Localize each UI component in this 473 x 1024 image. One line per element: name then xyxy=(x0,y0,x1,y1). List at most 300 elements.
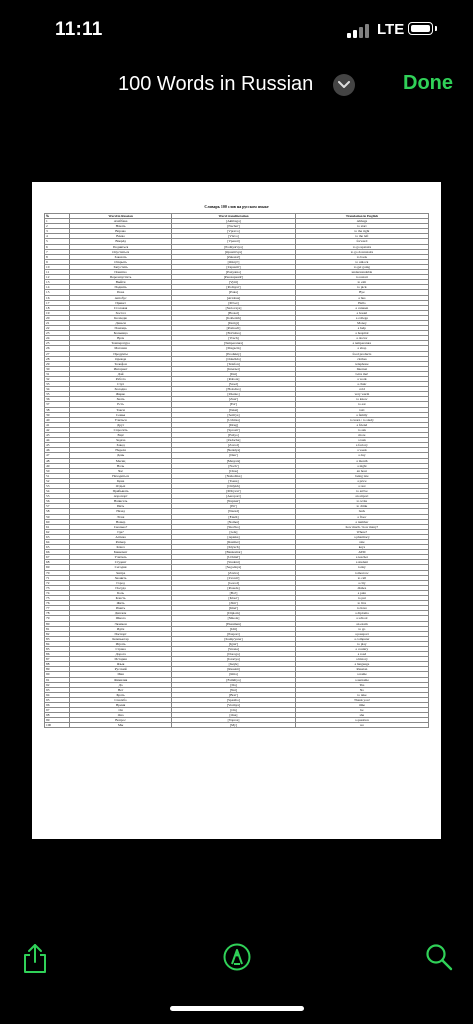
russian-word: Задача xyxy=(70,438,172,443)
transliteration: [Pribyvat'] xyxy=(172,489,296,494)
russian-word: Имя xyxy=(70,672,172,677)
english-translation: an hour xyxy=(295,468,428,473)
russian-word: Месяц xyxy=(70,458,172,463)
transliteration: [Otdykh] xyxy=(172,483,296,488)
transliteration: [Den'gi] xyxy=(172,320,296,325)
english-translation: to unlock xyxy=(295,259,428,264)
english-translation: to write xyxy=(295,499,428,504)
english-translation: a country xyxy=(295,646,428,651)
transliteration: [Vremya] xyxy=(172,703,296,708)
row-number: 23 xyxy=(45,331,70,336)
english-translation: a task xyxy=(295,438,428,443)
transliteration: [Zakazat'] xyxy=(172,254,296,259)
row-number: 26 xyxy=(45,346,70,351)
english-translation: he xyxy=(295,708,428,713)
row-number: 36 xyxy=(45,397,70,402)
english-translation: clothes xyxy=(295,356,428,361)
russian-word: Мы xyxy=(70,723,172,728)
row-number: 39 xyxy=(45,412,70,417)
english-translation: forward xyxy=(295,239,428,244)
russian-word: Семья xyxy=(70,412,172,417)
cellular-signal-icon xyxy=(347,24,371,38)
transliteration: [Student] xyxy=(172,560,296,565)
transliteration: [Nachat'] xyxy=(172,224,296,229)
russian-word: Класть xyxy=(70,596,172,601)
english-translation: to arrive xyxy=(295,489,428,494)
row-number: 7 xyxy=(45,249,70,254)
english-translation: keys xyxy=(295,545,428,550)
russian-word: Аэропорт xyxy=(70,494,172,499)
russian-word: Подняться xyxy=(70,244,172,249)
row-number: 63 xyxy=(45,534,70,539)
english-translation: Internet xyxy=(295,366,428,371)
transliteration: [Net] xyxy=(172,687,296,692)
row-number: 90 xyxy=(45,672,70,677)
row-number: 51 xyxy=(45,473,70,478)
transliteration: [Istoriya] xyxy=(172,657,296,662)
transliteration: [Familiya] xyxy=(172,677,296,682)
transliteration: [Temperatura] xyxy=(172,341,296,346)
row-number: 75 xyxy=(45,596,70,601)
row-number: 74 xyxy=(45,590,70,595)
russian-word: Опуститься xyxy=(70,249,172,254)
table-row xyxy=(45,723,429,728)
title-bar xyxy=(0,60,473,110)
transliteration: [Russkii] xyxy=(172,667,296,672)
russian-word: Вправо xyxy=(70,229,172,234)
russian-word: Паспорт xyxy=(70,631,172,636)
transliteration: [Privet] xyxy=(172,300,296,305)
english-translation: to learn / to study xyxy=(295,417,428,422)
row-number: 82 xyxy=(45,631,70,636)
english-translation: a question xyxy=(295,718,428,723)
status-time: 11:11 xyxy=(55,19,103,40)
russian-word: Русский xyxy=(70,667,172,672)
row-number: 38 xyxy=(45,407,70,412)
row-number: 37 xyxy=(45,402,70,407)
row-number: 8 xyxy=(45,254,70,259)
row-number: 53 xyxy=(45,483,70,488)
russian-word: Запустить xyxy=(70,264,172,269)
row-number: 30 xyxy=(45,366,70,371)
transliteration: [Doroga] xyxy=(172,652,296,657)
english-translation: Where? xyxy=(295,529,428,534)
english-translation: to go upstairs xyxy=(295,244,428,249)
transliteration: [Chas] xyxy=(172,468,296,473)
transliteration: [Stolovaya] xyxy=(172,305,296,310)
row-number: 16 xyxy=(45,295,70,300)
row-number: 17 xyxy=(45,300,70,305)
transliteration: [Vopros] xyxy=(172,718,296,723)
transliteration: [Pomosh'] xyxy=(172,326,296,331)
row-number: 93 xyxy=(45,687,70,692)
english-translation: a shop xyxy=(295,346,428,351)
english-translation: to take xyxy=(295,692,428,697)
transliteration: [Zharko] xyxy=(172,392,296,397)
english-translation: being late xyxy=(295,473,428,478)
russian-word: Страна xyxy=(70,646,172,651)
english-translation: Hello xyxy=(295,300,428,305)
transliteration: [Komp'yuter] xyxy=(172,636,296,641)
russian-word: Экзамен xyxy=(70,621,172,626)
english-translation: to the left xyxy=(295,234,428,239)
transliteration: [Zvonit'] xyxy=(172,575,296,580)
russian-word: Работа xyxy=(70,377,172,382)
english-translation: to start xyxy=(295,224,428,229)
transliteration: [Zavtra] xyxy=(172,570,296,575)
russian-word: Аптека xyxy=(70,534,172,539)
transliteration: [Gde] xyxy=(172,529,296,534)
transliteration: [Avtobus] xyxy=(172,295,296,300)
column-header: Word in Russian xyxy=(70,214,172,219)
russian-word: Неделя xyxy=(70,448,172,453)
russian-word: Понятно xyxy=(70,270,172,275)
transliteration: [Tsena] xyxy=(172,478,296,483)
transliteration: [Sprosit'] xyxy=(172,427,296,432)
transliteration: [Skol'ko] xyxy=(172,524,296,529)
english-translation: to go xyxy=(295,626,428,631)
transliteration: [Eshyo] xyxy=(172,433,296,438)
row-number: 94 xyxy=(45,692,70,697)
transliteration: [Poka] xyxy=(172,290,296,295)
bottom-toolbar xyxy=(0,935,473,985)
russian-word: Язык xyxy=(70,662,172,667)
row-number: 98 xyxy=(45,713,70,718)
russian-word: Есть xyxy=(70,402,172,407)
row-number: 65 xyxy=(45,545,70,550)
row-number: 78 xyxy=(45,611,70,616)
english-translation: taxi xyxy=(295,407,428,412)
row-number: 97 xyxy=(45,708,70,713)
english-translation: Give me! xyxy=(295,371,428,376)
english-translation: a help xyxy=(295,326,428,331)
russian-word: Магазин xyxy=(70,346,172,351)
english-translation: a city xyxy=(295,580,428,585)
transliteration: [Stool] xyxy=(172,382,296,387)
english-translation: to pick xyxy=(295,285,428,290)
transliteration: [Uchitsa] xyxy=(172,417,296,422)
russian-word: Колледж xyxy=(70,315,172,320)
doc-heading: Словарь 100 слов на русском языке xyxy=(204,204,269,209)
row-number: 68 xyxy=(45,560,70,565)
row-number: 46 xyxy=(45,448,70,453)
transliteration: [Imet'] xyxy=(172,606,296,611)
english-translation: a rest xyxy=(295,483,428,488)
document-title[interactable]: 100 Words in Russian xyxy=(118,73,314,95)
transliteration: [Podnyat'] xyxy=(172,285,296,290)
english-translation: to get going xyxy=(295,264,428,269)
row-number: 48 xyxy=(45,458,70,463)
transliteration: [Spasibo] xyxy=(172,697,296,702)
row-number: 56 xyxy=(45,499,70,504)
transliteration: [Otkryt'] xyxy=(172,259,296,264)
row-number: 91 xyxy=(45,677,70,682)
row-number: 42 xyxy=(45,427,70,432)
english-translation: a night xyxy=(295,463,428,468)
row-number: 11 xyxy=(45,270,70,275)
russian-word: Банкомат xyxy=(70,550,172,555)
russian-word: Жарко xyxy=(70,392,172,397)
russian-word: Друг xyxy=(70,422,172,427)
row-number: 69 xyxy=(45,565,70,570)
transliteration: [Segodnya] xyxy=(172,565,296,570)
english-translation: to play xyxy=(295,641,428,646)
english-translation: No xyxy=(295,687,428,692)
english-translation: a diploma xyxy=(295,611,428,616)
transliteration: [Taksi] xyxy=(172,407,296,412)
russian-word: Заказать xyxy=(70,254,172,259)
transliteration: [Pasport] xyxy=(172,631,296,636)
row-number: 10 xyxy=(45,264,70,269)
transliteration: [Nomer] xyxy=(172,519,296,524)
row-number: 15 xyxy=(45,290,70,295)
share-icon[interactable] xyxy=(20,942,50,972)
status-bar xyxy=(0,0,473,60)
russian-word: Иметь xyxy=(70,606,172,611)
russian-word: Пить xyxy=(70,504,172,509)
row-number: 59 xyxy=(45,514,70,519)
transliteration: [Ekzamen] xyxy=(172,621,296,626)
row-number: 54 xyxy=(45,489,70,494)
english-translation: to live xyxy=(295,601,428,606)
russian-word: Столовая xyxy=(70,305,172,310)
english-translation: today xyxy=(295,565,428,570)
transliteration: [Ponyatno] xyxy=(172,270,296,275)
transliteration: [Est'] xyxy=(172,402,296,407)
row-number: 76 xyxy=(45,601,70,606)
russian-word: Отдых xyxy=(70,483,172,488)
row-number: 12 xyxy=(45,275,70,280)
transliteration: [Zhit'] xyxy=(172,601,296,606)
russian-word: Влево xyxy=(70,234,172,239)
transliteration: [On] xyxy=(172,708,296,713)
transliteration: [Opustit'sya] xyxy=(172,249,296,254)
russian-word: Компьютер xyxy=(70,636,172,641)
english-translation: a surname xyxy=(295,677,428,682)
row-number: 9 xyxy=(45,259,70,264)
chevron-down-icon[interactable] xyxy=(333,74,355,96)
russian-word: Холодно xyxy=(70,387,172,392)
russian-word: Завтра xyxy=(70,570,172,575)
row-number: 41 xyxy=(45,422,70,427)
russian-word: Час xyxy=(70,468,172,473)
english-translation: a computer xyxy=(295,636,428,641)
row-number: 27 xyxy=(45,351,70,356)
english-translation: a name xyxy=(295,672,428,677)
english-translation: an exam xyxy=(295,621,428,626)
english-translation: telephone xyxy=(295,361,428,366)
russian-word: Знать xyxy=(70,397,172,402)
transliteration: [Noch'] xyxy=(172,463,296,468)
english-translation: ATM xyxy=(295,550,428,555)
transliteration: [Drug] xyxy=(172,422,296,427)
transliteration: [Vlevo] xyxy=(172,234,296,239)
russian-word: Сегодня xyxy=(70,565,172,570)
english-translation: to eat xyxy=(295,402,428,407)
transliteration: [Etazh] xyxy=(172,514,296,519)
english-translation: a passport xyxy=(295,631,428,636)
transliteration: [Vpravo] xyxy=(172,229,296,234)
row-number: 28 xyxy=(45,356,70,361)
russian-word: Брать xyxy=(70,692,172,697)
row-number: 44 xyxy=(45,438,70,443)
row-number: 100 xyxy=(45,723,70,728)
battery-icon xyxy=(408,22,433,35)
english-translation: we xyxy=(295,723,428,728)
transliteration: [Odezhda] xyxy=(172,356,296,361)
transliteration: [Rabota] xyxy=(172,377,296,382)
row-number: 84 xyxy=(45,641,70,646)
english-translation: a chair xyxy=(295,382,428,387)
done-button[interactable]: Done xyxy=(403,72,453,94)
row-number: 47 xyxy=(45,453,70,458)
russian-word: Начать xyxy=(70,224,172,229)
russian-word: Жить xyxy=(70,601,172,606)
row-number: 19 xyxy=(45,310,70,315)
russian-word: Завод xyxy=(70,443,172,448)
russian-word: Автобус xyxy=(70,295,172,300)
row-number: 31 xyxy=(45,371,70,376)
transliteration: [Shkola] xyxy=(172,616,296,621)
russian-word: Открыть xyxy=(70,259,172,264)
transliteration: [Napisat'] xyxy=(172,499,296,504)
row-number: 50 xyxy=(45,468,70,473)
russian-word: Время xyxy=(70,703,172,708)
transliteration: [Ona] xyxy=(172,713,296,718)
row-number: 87 xyxy=(45,657,70,662)
russian-word: Ахаббака xyxy=(70,219,172,224)
english-translation: a hospital xyxy=(295,331,428,336)
row-number: 89 xyxy=(45,667,70,672)
row-number: 33 xyxy=(45,382,70,387)
row-number: 77 xyxy=(45,606,70,611)
transliteration: [Apteka] xyxy=(172,534,296,539)
transliteration: [Strana] xyxy=(172,646,296,651)
transliteration: [Hostel] xyxy=(172,310,296,315)
row-number: 73 xyxy=(45,585,70,590)
english-translation: a language xyxy=(295,662,428,667)
russian-word: Учиться xyxy=(70,417,172,422)
transliteration: [Da] xyxy=(172,682,296,687)
row-number: 79 xyxy=(45,616,70,621)
russian-word: Продукты xyxy=(70,351,172,356)
row-number: 34 xyxy=(45,387,70,392)
transliteration: [Internet] xyxy=(172,366,296,371)
transliteration: [My] xyxy=(172,723,296,728)
row-number: 64 xyxy=(45,540,70,545)
transliteration: [Akhbaga] xyxy=(172,219,296,224)
row-number: 57 xyxy=(45,504,70,509)
russian-word: Идти xyxy=(70,626,172,631)
english-translation: Thank you! xyxy=(295,697,428,702)
english-translation: Money xyxy=(295,320,428,325)
transliteration: [Vpered] xyxy=(172,239,296,244)
russian-word: Спросить xyxy=(70,427,172,432)
english-translation: to know xyxy=(295,397,428,402)
transliteration: [Kolledzh] xyxy=(172,315,296,320)
english-translation: a canteen xyxy=(295,305,428,310)
markup-icon[interactable] xyxy=(222,942,252,972)
english-translation: a teacher xyxy=(295,555,428,560)
row-number: 18 xyxy=(45,305,70,310)
english-translation: size xyxy=(295,540,428,545)
row-number: 85 xyxy=(45,646,70,651)
row-number: 61 xyxy=(45,524,70,529)
transliteration: [Magazin] xyxy=(172,346,296,351)
transliteration: [Igrat'] xyxy=(172,641,296,646)
russian-word: Температура xyxy=(70,341,172,346)
row-number: 29 xyxy=(45,361,70,366)
russian-word: Пока xyxy=(70,290,172,295)
russian-word: Написать xyxy=(70,499,172,504)
row-number: 43 xyxy=(45,433,70,438)
russian-word: Телефон xyxy=(70,361,172,366)
transliteration: [Pit'] xyxy=(172,504,296,509)
english-translation: a floor xyxy=(295,514,428,519)
transliteration: [Produkty] xyxy=(172,351,296,356)
english-translation: an airport xyxy=(295,494,428,499)
transliteration: [Klast'] xyxy=(172,596,296,601)
row-number: 72 xyxy=(45,580,70,585)
column-header: Translation in English xyxy=(295,214,428,219)
row-number: 40 xyxy=(45,417,70,422)
english-translation: a college xyxy=(295,315,428,320)
row-number: 32 xyxy=(45,377,70,382)
transliteration: [Klyuch] xyxy=(172,545,296,550)
english-translation: Yes xyxy=(295,682,428,687)
row-number: 88 xyxy=(45,662,70,667)
russian-word: Выйти xyxy=(70,280,172,285)
english-translation: a number xyxy=(295,519,428,524)
transliteration: [Mesyats] xyxy=(172,458,296,463)
row-number: 80 xyxy=(45,621,70,626)
column-header: Word transliteration xyxy=(172,214,296,219)
row-number: 95 xyxy=(45,697,70,702)
russian-word: Он xyxy=(70,708,172,713)
russian-word: Ключ xyxy=(70,545,172,550)
russian-word: История xyxy=(70,657,172,662)
transliteration: [Nazad] xyxy=(172,509,296,514)
russian-word: Деньги xyxy=(70,320,172,325)
russian-word: Этаж xyxy=(70,514,172,519)
transliteration: [Vyiti] xyxy=(172,280,296,285)
russian-word: Дай xyxy=(70,371,172,376)
row-number: 62 xyxy=(45,529,70,534)
home-indicator[interactable] xyxy=(170,1006,304,1011)
russian-word: Ночь xyxy=(70,463,172,468)
transliteration: [Zapustit'] xyxy=(172,264,296,269)
row-number: 20 xyxy=(45,315,70,320)
russian-word: Она xyxy=(70,713,172,718)
search-icon[interactable] xyxy=(424,942,454,972)
english-translation: a family xyxy=(295,412,428,417)
russian-word: День xyxy=(70,453,172,458)
english-translation: she xyxy=(295,713,428,718)
row-number: 71 xyxy=(45,575,70,580)
transliteration: [Posuda] xyxy=(172,585,296,590)
english-translation: back xyxy=(295,509,428,514)
english-translation: a road xyxy=(295,652,428,657)
document-page[interactable] xyxy=(32,182,441,839)
row-number: 58 xyxy=(45,509,70,514)
transliteration: [Bol'nitsa] xyxy=(172,331,296,336)
transliteration: [Razmer] xyxy=(172,540,296,545)
row-number: 45 xyxy=(45,443,70,448)
english-translation: very warm xyxy=(295,392,428,397)
russian-word: Школа xyxy=(70,616,172,621)
row-number: 70 xyxy=(45,570,70,575)
english-translation: Russian xyxy=(295,667,428,672)
